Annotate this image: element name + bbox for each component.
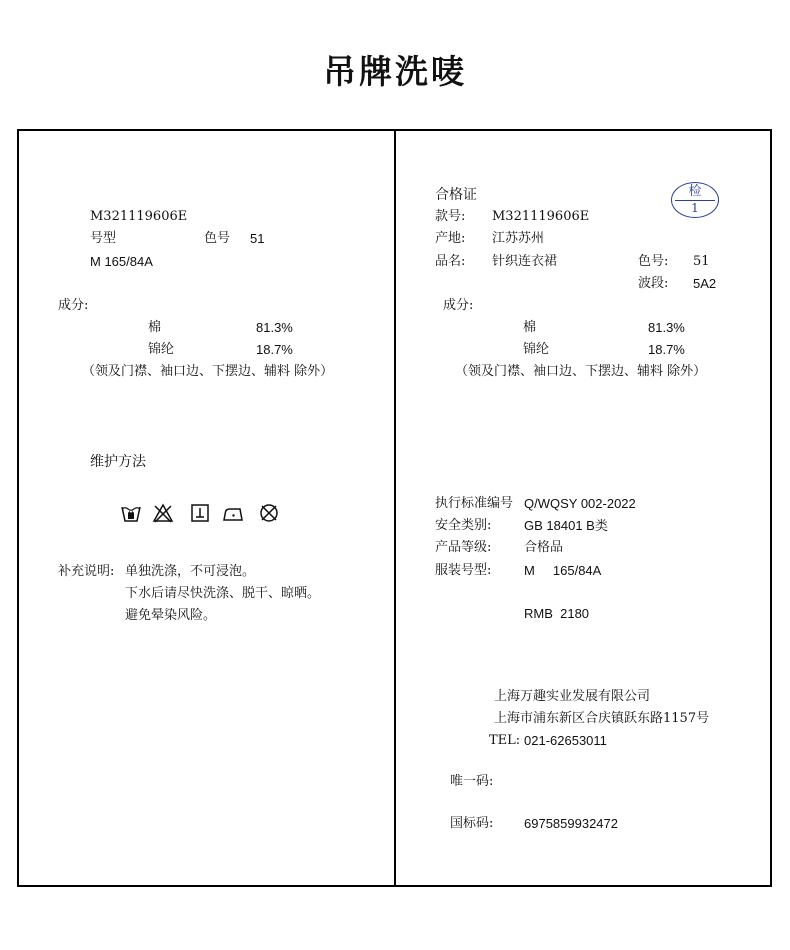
barcode-label: 国标码: xyxy=(450,816,494,831)
safety-value: GB 18401 B类 xyxy=(524,518,608,533)
note-line: 单独洗涤，不可浸泡。 xyxy=(125,564,256,579)
tel-value: 021-62653011 xyxy=(524,733,607,748)
tel-label: TEL: xyxy=(489,733,521,748)
hang-dry-icon xyxy=(189,502,211,524)
origin-value: 江苏苏州 xyxy=(492,231,545,246)
price: RMB 2180 xyxy=(524,606,590,621)
exclusion-note: （领及门襟、袖口边、下摆边、辅料 除外） xyxy=(82,364,334,379)
color-label: 色号: xyxy=(638,254,669,269)
note-line: 避免晕染风险。 xyxy=(125,608,217,623)
product-value: 针织连衣裙 xyxy=(492,254,558,269)
style-label: 款号: xyxy=(435,209,466,224)
no-bleach-icon xyxy=(152,502,174,524)
inspection-stamp xyxy=(671,182,719,218)
page-title: 吊牌洗唛 xyxy=(323,52,467,91)
exclusion-note: （领及门襟、袖口边、下摆边、辅料 除外） xyxy=(455,364,707,379)
company-name: 上海万趣实业发展有限公司 xyxy=(494,689,651,704)
style-number: M321119606E xyxy=(90,209,188,224)
color-label: 色号 xyxy=(204,231,231,246)
no-dry-clean-icon xyxy=(258,502,280,524)
barcode-value: 6975859932472 xyxy=(524,816,618,831)
origin-label: 产地: xyxy=(435,231,466,246)
material-percent: 81.3% xyxy=(256,320,293,335)
low-iron-icon xyxy=(222,502,244,524)
note-label: 补充说明: xyxy=(58,564,115,579)
note-line: 下水后请尽快洗涤、脱干、晾晒。 xyxy=(125,586,321,601)
care-title: 维护方法 xyxy=(90,454,146,470)
color-value: 51 xyxy=(693,254,710,269)
company-address: 上海市浦东新区合庆镇跃东路1157号 xyxy=(494,711,710,726)
band-value: 5A2 xyxy=(693,276,717,291)
hand-wash-icon xyxy=(120,502,142,524)
composition-label: 成分: xyxy=(58,298,89,313)
material-name: 棉 xyxy=(523,320,537,335)
product-label: 品名: xyxy=(435,254,466,269)
band-label: 波段: xyxy=(638,276,669,291)
size-value: M 165/84A xyxy=(90,254,153,269)
safety-label: 安全类别: xyxy=(435,518,492,533)
unique-code-label: 唯一码: xyxy=(450,774,494,789)
style-value: M321119606E xyxy=(492,209,590,224)
composition-label: 成分: xyxy=(443,298,474,313)
size-label: 号型 xyxy=(90,231,117,246)
material-percent: 81.3% xyxy=(648,320,685,335)
material-name: 锦纶 xyxy=(148,342,175,357)
material-name: 棉 xyxy=(148,320,162,335)
garment-size-value: M 165/84A xyxy=(524,563,602,578)
stamp-number: 1 xyxy=(691,201,699,215)
material-percent: 18.7% xyxy=(256,342,293,357)
color-value: 51 xyxy=(250,231,265,246)
panel-divider xyxy=(394,129,396,887)
garment-size-label: 服装号型: xyxy=(435,563,492,578)
material-name: 锦纶 xyxy=(523,342,550,357)
grade-value: 合格品 xyxy=(524,540,564,555)
certificate-title: 合格证 xyxy=(435,187,477,203)
material-percent: 18.7% xyxy=(648,342,685,357)
grade-label: 产品等级: xyxy=(435,540,492,555)
stamp-text: 检 xyxy=(688,184,702,199)
standard-label: 执行标准编号 xyxy=(435,496,514,511)
standard-value: Q/WQSY 002-2022 xyxy=(524,496,636,511)
